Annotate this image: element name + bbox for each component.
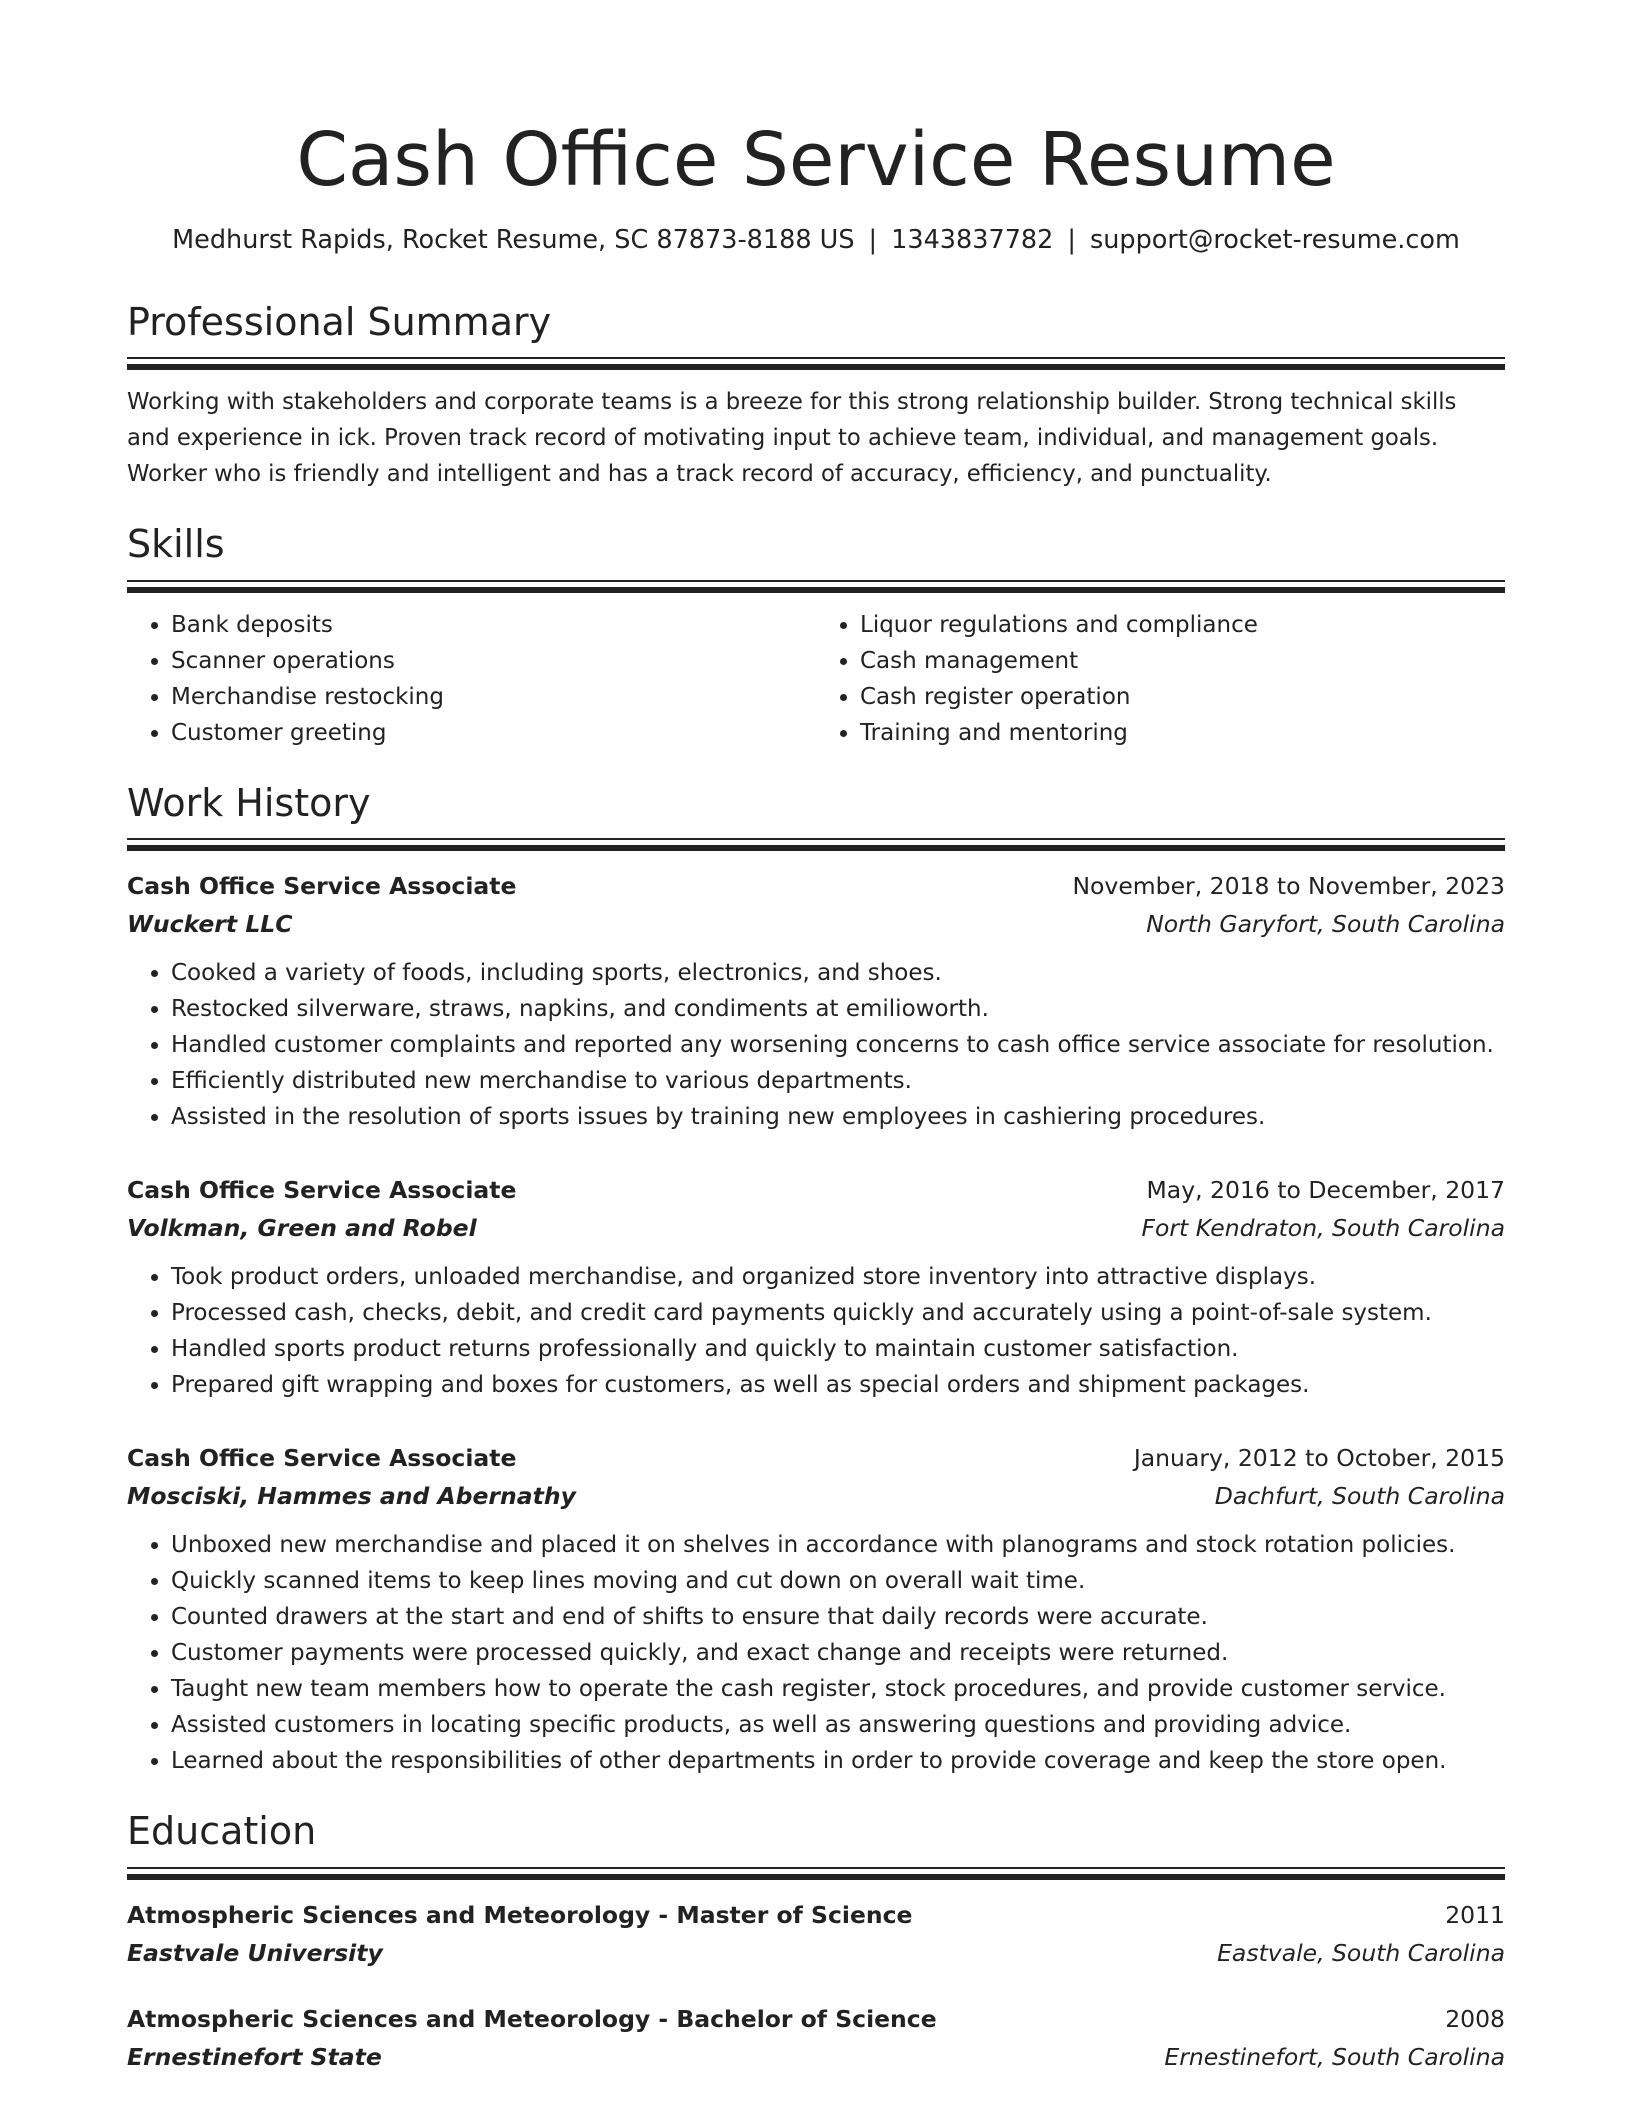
education-section — [127, 1809, 1505, 2076]
skill-item: • Customer greeting — [171, 715, 816, 751]
job-dates: November, 2018 to November, 2023 — [1072, 872, 1505, 901]
job-bullet: • Cooked a variety of foods, including sports, electronics, and shoes. — [171, 955, 1505, 991]
education-entry — [127, 2000, 1505, 2076]
section-divider — [127, 1867, 1505, 1880]
job-bullet: • Assisted in the resolution of sports issues by training new employees in cashiering procedures. — [171, 1099, 1505, 1135]
contact-email: support@rocket-resume.com — [1089, 225, 1460, 256]
skills-columns — [127, 607, 1505, 751]
job-bullet: • Took product orders, unloaded merchandise, and organized store inventory into attractive displays. — [171, 1259, 1505, 1295]
job-bullet: • Counted drawers at the start and end of shifts to ensure that daily records were accurate. — [171, 1599, 1505, 1635]
education-year: 2011 — [1445, 1901, 1505, 1930]
contact-separator: | — [868, 225, 878, 256]
summary-text: Working with stakeholders and corporate teams is a breeze for this strong relationship builder. Strong technical skills and experience in ick. Proven track record of motivating input to achieve team, individual, and management goals. Worker who is friendly and intelligent and has a track record of accuracy, efficiency, and punctuality. — [127, 389, 1457, 488]
job-company: Mosciski, Hammes and Abernathy — [127, 1482, 576, 1511]
education-location: Ernestinefort, South Carolina — [1164, 2043, 1505, 2072]
contact-separator: | — [1067, 225, 1076, 256]
job-bullet: • Assisted customers in locating specific products, as well as answering questions and providing advice. — [171, 1707, 1505, 1743]
job-bullet: • Customer payments were processed quickly, and exact change and receipts were returned. — [171, 1635, 1505, 1671]
skill-item: • Merchandise restocking — [171, 679, 816, 715]
skill-item: • Liquor regulations and compliance — [860, 607, 1505, 643]
job-company: Wuckert LLC — [127, 910, 293, 939]
job-bullet: • Efficiently distributed new merchandise to various departments. — [171, 1063, 1505, 1099]
skills-right-list — [816, 607, 1505, 751]
skill-item: • Cash management — [860, 643, 1505, 679]
job-title: Cash Office Service Associate — [127, 872, 517, 901]
job-title: Cash Office Service Associate — [127, 1444, 517, 1473]
skill-item: • Scanner operations — [171, 643, 816, 679]
skill-item: • Bank deposits — [171, 607, 816, 643]
contact-phone: 1343837782 — [891, 225, 1054, 256]
job-bullet: • Quickly scanned items to keep lines moving and cut down on overall wait time. — [171, 1563, 1505, 1599]
job-bullets — [127, 1527, 1505, 1779]
work-history-section — [127, 781, 1505, 1780]
job-bullet: • Handled sports product returns professionally and quickly to maintain customer satisfaction. — [171, 1331, 1505, 1367]
skill-item: • Cash register operation — [860, 679, 1505, 715]
education-year: 2008 — [1445, 2005, 1505, 2034]
education-school: Ernestinefort State — [127, 2043, 382, 2072]
education-location: Eastvale, South Carolina — [1217, 1939, 1505, 1968]
education-degree: Atmospheric Sciences and Meteorology - Bachelor of Science — [127, 2005, 937, 2034]
job-dates: May, 2016 to December, 2017 — [1146, 1176, 1505, 1205]
contact-line — [127, 225, 1505, 256]
job-location: Fort Kendraton, South Carolina — [1141, 1214, 1505, 1243]
job-location: North Garyfort, South Carolina — [1146, 910, 1505, 939]
job-dates: January, 2012 to October, 2015 — [1133, 1444, 1505, 1473]
education-degree: Atmospheric Sciences and Meteorology - Master of Science — [127, 1901, 913, 1930]
summary-section — [127, 300, 1505, 493]
education-entry — [127, 1896, 1505, 1972]
skills-left-list — [127, 607, 816, 751]
job-entry — [127, 867, 1505, 1135]
job-entry — [127, 1171, 1505, 1403]
summary-heading: Professional Summary — [127, 299, 552, 344]
job-bullets — [127, 955, 1505, 1135]
job-entry — [127, 1439, 1505, 1779]
work-history-heading: Work History — [127, 780, 371, 825]
section-divider — [127, 580, 1505, 593]
job-bullet: • Prepared gift wrapping and boxes for customers, as well as special orders and shipment packages. — [171, 1367, 1505, 1403]
skills-section — [127, 522, 1505, 751]
education-school: Eastvale University — [127, 1939, 383, 1968]
job-company: Volkman, Green and Robel — [127, 1214, 477, 1243]
resume-title: Cash Office Service Resume — [296, 117, 1336, 203]
job-location: Dachfurt, South Carolina — [1214, 1482, 1505, 1511]
job-bullet: • Taught new team members how to operate the cash register, stock procedures, and provide customer service. — [171, 1671, 1505, 1707]
education-heading: Education — [127, 1809, 317, 1854]
section-divider — [127, 357, 1505, 370]
job-bullet: • Learned about the responsibilities of other departments in order to provide coverage and keep the store open. — [171, 1743, 1505, 1779]
contact-address: Medhurst Rapids, Rocket Resume, SC 87873-8188 US — [172, 225, 855, 256]
section-divider — [127, 838, 1505, 851]
job-bullet: • Unboxed new merchandise and placed it on shelves in accordance with planograms and stock rotation policies. — [171, 1527, 1505, 1563]
skill-item: • Training and mentoring — [860, 715, 1505, 751]
job-bullet: • Restocked silverware, straws, napkins, and condiments at emilioworth. — [171, 991, 1505, 1027]
job-bullet: • Handled customer complaints and reported any worsening concerns to cash office service associate for resolution. — [171, 1027, 1505, 1063]
skills-heading: Skills — [127, 522, 225, 567]
job-title: Cash Office Service Associate — [127, 1176, 517, 1205]
job-bullets — [127, 1259, 1505, 1403]
job-bullet: • Processed cash, checks, debit, and credit card payments quickly and accurately using a point-of-sale system. — [171, 1295, 1505, 1331]
